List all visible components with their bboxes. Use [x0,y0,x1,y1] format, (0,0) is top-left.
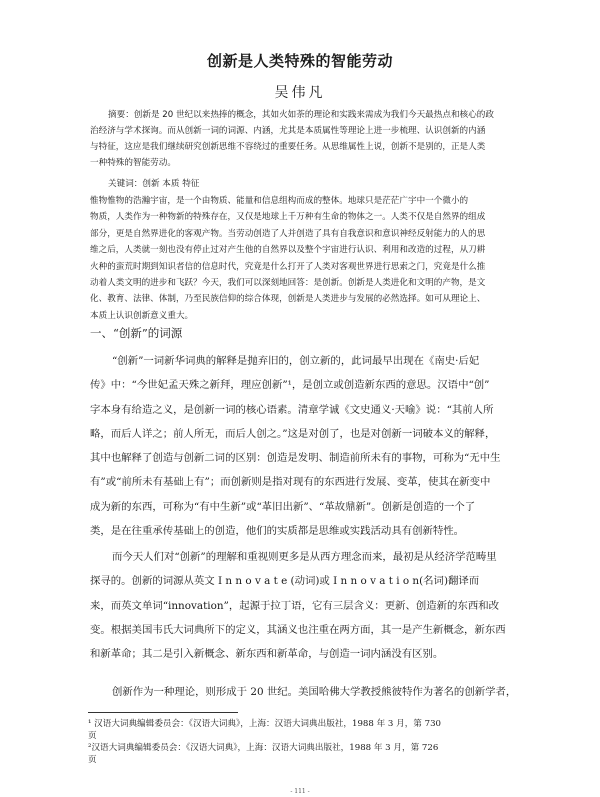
intro-line: 化、教育、法律、体制，乃至民族信仰的综合体现，创新是人类进步与发展的必然选择。如可从理论上、 [90,294,486,305]
body-line: 类，是在往重承传基础上的创造，他们的实质都是思维或实践活动具有创新特性。 [90,525,465,538]
keywords: 关键词：创新 本质 特征 [108,179,200,189]
body-line: 探寻的。创新的词源从英文 I n n o v a t e (动词)或 I n n o v a t i o n(名词)翻译而 [90,575,480,588]
body-line: 传》中：“今世妃孟天殊之新拜，理应创新”¹，是创立或创造新东西的意思。汉语中“创” [90,379,490,392]
body-line: “创新”一词新华词典的解释是抛弃旧的，创立新的，此词最早出现在《南史·后妃 [112,355,480,367]
abstract-line: 治经济与学术探询。而从创新一词的词源、内涵，尤其是本质属性等理论上进一步梳理、认识创新的内涵 [90,126,486,136]
footnote-line: ²汉语大词典编辑委员会：《汉语大词典》，上海：汉语大词典出版社，1988 年 3 月，第 726 [88,743,439,753]
abstract [90,107,520,171]
body-paragraph-2 [90,545,522,666]
page-number: - 111 - [290,788,310,795]
body-line: 和新革命；其二是引入新概念、新东西和新革命，与创造一词内涵没有区别。 [90,648,444,661]
abstract-line: 与特征，这应是我们继续研究创新思维不容绕过的重要任务。从思维属性上说，创新不是别的，正是人类 [90,142,486,152]
intro-line: 本质上认识创新意义重大。 [90,310,194,321]
body-line: 其中也解释了创造与创新二词的区别：创造是发明、制造前所未有的事物，可称为“无中生 [90,452,501,465]
paper-author: 吴伟凡 [274,85,326,101]
body-line: 变。根据美国韦氏大词典所下的定义，其涵义也注重在两方面，其一是产生新概念，新东西 [90,623,506,636]
body-paragraph-3 [90,680,522,704]
body-line: 来，而英文单词“innovation”，起源于拉丁语，它有三层含义：更新、创造新的东西和改 [90,599,499,612]
footnote-divider [88,712,238,713]
abstract-line: 摘要：创新是 20 世纪以来热捧的概念，其如火如荼的理论和实践来需成为我们今天最热点和核心的政 [108,110,494,120]
body-line: 略，而后人详之；前人所无，而后人创之。”这是对创了，也是对创新一词破本义的解释， [90,427,496,440]
footnotes [88,718,528,766]
body-line: 创新作为一种理论，则形成于 20 世纪。美国哈佛大学教授熊彼特作为著名的创新学者， [112,686,517,698]
intro-line: 动着人类文明的进步和飞跃？今天，我们可以深刻地回答：是创新。创新是人类进化和文明的产物，是文 [90,277,486,288]
footnote-line: 页 [88,755,97,765]
intro-line: 物质，人类作为一种物新的特殊存在，又仅是地球上千万种有生命的物体之一。人类不仅是自然界的组成 [90,212,486,223]
intro-line: 维之后，人类就一刻也没有停止过对产生他的自然界以及整个宇宙进行认识、利用和改造的过程，从刀耕 [90,245,486,256]
body-line: 有”或“前所未有基础上有”；而创新则是指对现有的东西进行发展、变革，使其在新变中 [90,476,491,489]
intro-line: 惟物惟物的浩瀚宇宙，是一个由物质、能量和信息组构而成的整体。地球只是茫茫广宇中一个微小的 [90,196,469,206]
section-heading: 一、“创新”的词源 [90,326,183,340]
intro-line: 火种的蛮荒时期到知识者信的信息时代，究竟是什么打开了人类对客观世界进行思索之门，究竟是什么推 [90,261,486,272]
body-paragraph-1 [90,349,522,543]
footnote-line: 页 [88,731,97,741]
body-line: 字本身有给造之义，是创新一词的核心语素。清章学诚《文史通义·天喻》说：“其前人所 [90,403,494,416]
intro-line: 部分，更是自然界进化的客观产物。当劳动创造了人并创造了具有自我意识和意识神经反射能力的人的思 [90,228,486,239]
paper-title: 创新是人类特殊的智能劳动 [206,52,393,70]
body-line: 而今天人们对“创新”的理解和重视则更多是从西方理念而来，最初是从经济学范畴里 [112,551,497,563]
footnote-line: ¹ 汉语大词典编辑委员会：《汉语大词典》，上海：汉语大词典出版社，1988 年 3 月，第 730 [88,719,442,729]
abstract-line: 一种特殊的智能劳动。 [90,158,176,168]
intro-paragraph [90,193,520,324]
body-line: 成为新的东西，可称为“有中生新”或“革旧出新”、“革故鼎新”。创新是创造的一个了 [90,500,476,513]
